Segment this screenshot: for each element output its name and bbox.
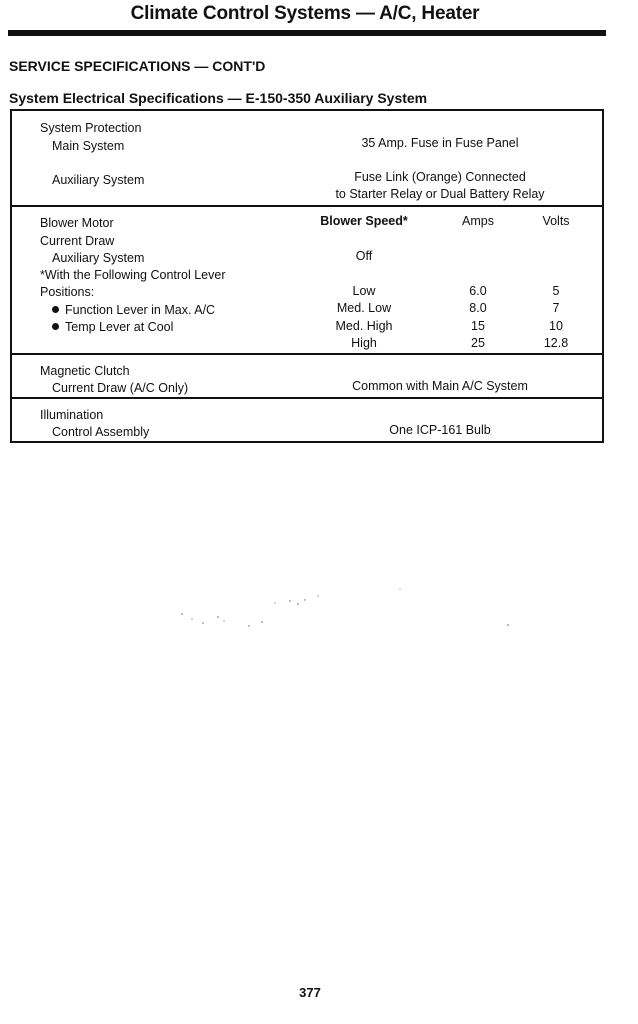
bullet-icon (52, 306, 59, 313)
bullet-item (52, 303, 215, 317)
volts-cell: 7 (552, 301, 560, 315)
subsection-heading: System Electrical Specifications — E-150-350 Auxiliary System (9, 90, 428, 106)
bullet-item (52, 320, 173, 334)
volts-cell: 5 (552, 284, 560, 298)
specifications-table (10, 109, 604, 443)
volts-cell: 12.8 (543, 336, 569, 350)
volts-cell: 10 (549, 319, 563, 333)
amps-cell: 15 (471, 319, 485, 333)
main-system-value: 35 Amp. Fuse in Fuse Panel (361, 136, 519, 150)
illumination-value: One ICP-161 Bulb (389, 423, 491, 437)
row-divider (12, 353, 602, 355)
clutch-value: Common with Main A/C System (352, 379, 528, 393)
aux-system-value-line1: Fuse Link (Orange) Connected (354, 170, 526, 184)
blower-label-4: *With the Following Control Lever (40, 268, 226, 282)
clutch-label-2: Current Draw (A/C Only) (52, 381, 189, 395)
speed-cell: Off (355, 249, 373, 263)
bullet-text: Function Lever in Max. A/C (65, 303, 216, 317)
blower-label-1: Blower Motor (40, 216, 114, 230)
page-title: Climate Control Systems — A/C, Heater (130, 3, 480, 24)
row-divider (12, 205, 602, 207)
amps-cell: 6.0 (469, 284, 487, 298)
speed-cell: High (351, 336, 377, 350)
blower-label-2: Current Draw (40, 234, 115, 248)
illumination-label-1: Illumination (40, 408, 104, 422)
illumination-label-2: Control Assembly (52, 425, 150, 439)
title-rule (8, 30, 606, 36)
bullet-icon (52, 323, 59, 330)
amps-cell: 8.0 (469, 301, 487, 315)
row-divider (12, 397, 602, 399)
speed-cell: Low (352, 284, 376, 298)
main-system-label: Main System (52, 139, 125, 153)
section-heading: SERVICE SPECIFICATIONS — CONT'D (9, 58, 266, 74)
blower-label-3: Auxiliary System (52, 251, 145, 265)
column-header-speed: Blower Speed* (320, 214, 408, 228)
page-number: 377 (299, 985, 321, 1000)
amps-cell: 25 (471, 336, 485, 350)
column-header-volts: Volts (542, 214, 570, 228)
aux-system-label: Auxiliary System (52, 173, 145, 187)
clutch-label-1: Magnetic Clutch (40, 364, 130, 378)
aux-system-value-line2: to Starter Relay or Dual Battery Relay (335, 187, 545, 201)
bullet-text: Temp Lever at Cool (65, 320, 174, 334)
speed-cell: Med. Low (336, 301, 392, 315)
protection-label: System Protection (40, 121, 142, 135)
blower-label-5: Positions: (40, 285, 95, 299)
column-header-amps: Amps (462, 214, 494, 228)
speed-cell: Med. High (335, 319, 393, 333)
